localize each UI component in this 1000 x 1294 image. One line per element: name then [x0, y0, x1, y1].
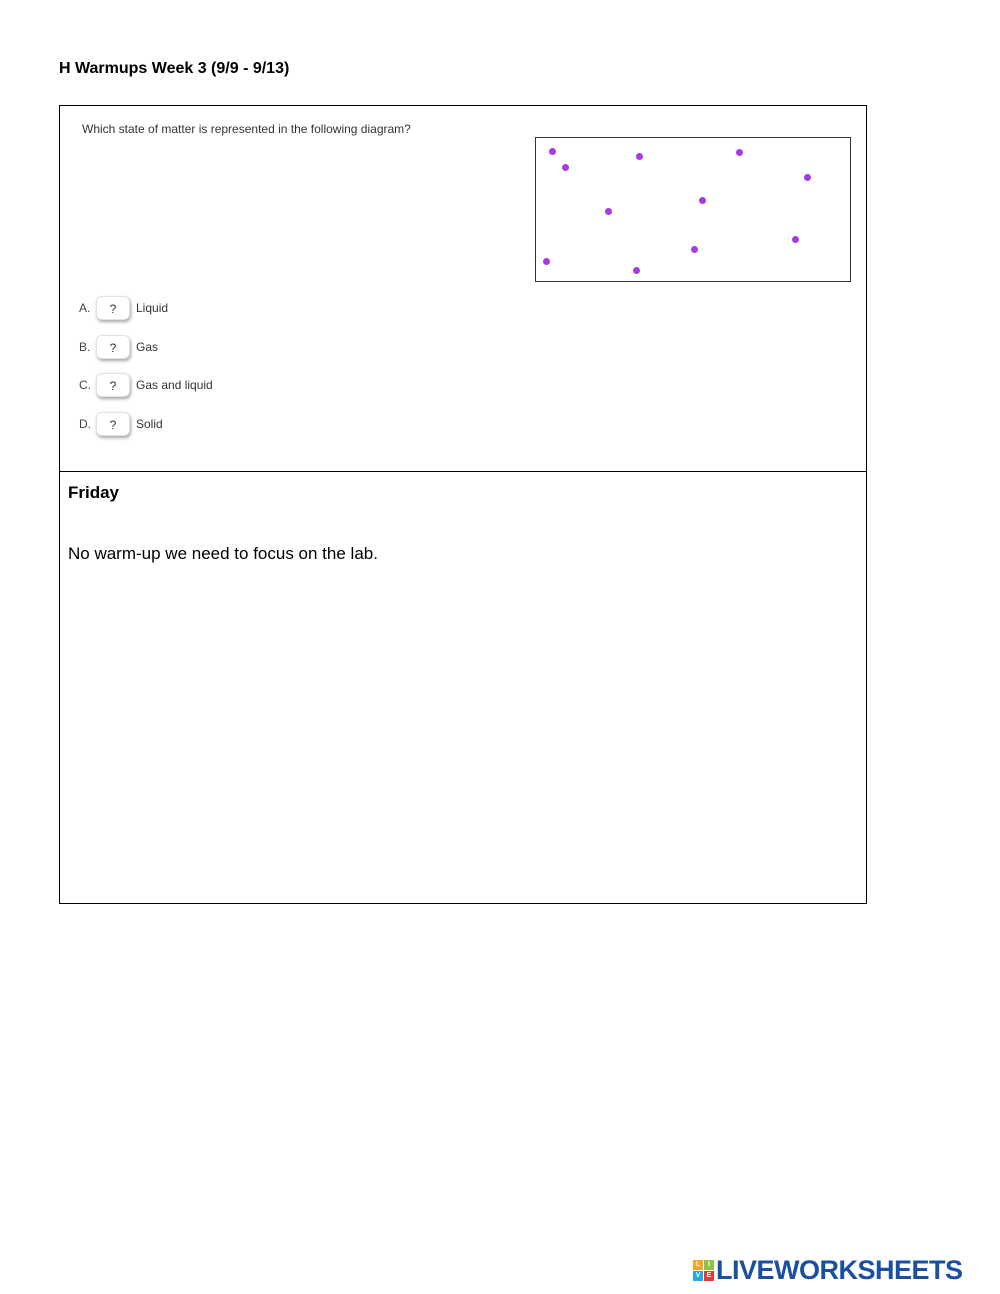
particle [633, 267, 640, 274]
page-title: H Warmups Week 3 (9/9 - 9/13) [59, 60, 290, 77]
particle [549, 148, 556, 155]
logo-mark-letter: I [704, 1260, 714, 1270]
particle [699, 197, 706, 204]
answer-input-b[interactable]: ? [96, 335, 130, 359]
particle [543, 258, 550, 265]
section-divider [60, 471, 866, 472]
particle [562, 164, 569, 171]
answer-input-c[interactable]: ? [96, 373, 130, 397]
particle [792, 236, 799, 243]
answer-input-d[interactable]: ? [96, 412, 130, 436]
logo-text: LIVEWORKSHEETS [716, 1254, 963, 1285]
particle-diagram [535, 137, 851, 282]
option-letter: C. [79, 378, 91, 392]
logo-mark-icon [693, 1260, 714, 1281]
answer-input-a[interactable]: ? [96, 296, 130, 320]
option-label: Gas [136, 340, 159, 354]
option-label: Liquid [136, 301, 169, 315]
logo-mark-letter: L [693, 1260, 703, 1270]
option-letter: A. [79, 301, 91, 315]
logo-mark-letter: V [693, 1271, 703, 1281]
option-letter: D. [79, 417, 91, 431]
question-prompt: Which state of matter is represented in the following diagram? [82, 122, 411, 136]
particle [636, 153, 643, 160]
friday-heading: Friday [68, 483, 120, 502]
worksheet-frame [59, 105, 867, 904]
particle [804, 174, 811, 181]
logo-mark-letter: E [704, 1271, 714, 1281]
liveworksheets-logo [693, 1256, 963, 1284]
friday-text: No warm-up we need to focus on the lab. [68, 544, 378, 563]
option-letter: B. [79, 340, 91, 354]
option-label: Solid [136, 417, 163, 431]
particle [691, 246, 698, 253]
option-label: Gas and liquid [136, 378, 213, 392]
particle [736, 149, 743, 156]
particle [605, 208, 612, 215]
